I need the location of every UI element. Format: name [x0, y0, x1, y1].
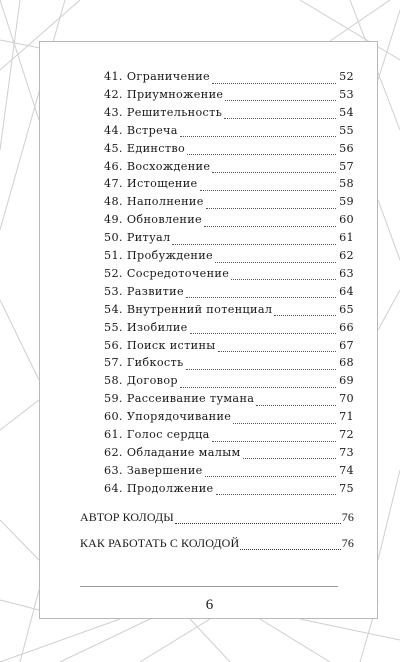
toc-entry-number: 57. [104, 356, 123, 370]
toc-entry[interactable] [104, 446, 354, 464]
dot-leader [180, 136, 336, 137]
toc-section-entry[interactable] [80, 510, 354, 528]
dot-leader [216, 494, 336, 495]
dot-leader [274, 315, 336, 316]
toc-entry-page: 52 [339, 70, 354, 83]
toc-entry-page: 58 [339, 177, 354, 191]
toc-section-entry[interactable] [80, 536, 354, 554]
dot-leader [225, 100, 336, 101]
toc-entry-page: 59 [339, 195, 354, 209]
toc-entry[interactable] [104, 267, 354, 285]
toc-entry[interactable] [104, 160, 354, 178]
dot-leader [256, 405, 336, 406]
toc-entry-number: 43. [104, 105, 123, 119]
toc-entry[interactable] [104, 321, 354, 339]
dot-leader [215, 262, 336, 263]
toc-entry-title: Встреча [126, 123, 178, 137]
dot-leader [224, 118, 336, 119]
toc-entry-page: 69 [339, 374, 354, 388]
toc-entry-title: Ритуал [126, 231, 171, 245]
toc-entry-title: Восхождение [126, 159, 211, 173]
toc-entry-title: Решительность [126, 105, 223, 119]
toc-entry-page: 75 [339, 481, 354, 495]
toc-entry-page: 67 [339, 338, 354, 352]
toc-entry[interactable] [104, 410, 354, 428]
toc-entry-title: Ограничение [126, 70, 211, 83]
toc-entry-number: 45. [104, 141, 123, 155]
toc-entry-number: 63. [104, 463, 123, 477]
dot-leader [205, 476, 336, 477]
toc-section-title: АВТОР КОЛОДЫ [80, 510, 174, 524]
dot-leader [204, 226, 336, 227]
toc-entry-page: 57 [339, 159, 354, 173]
toc-entry-title: Наполнение [126, 195, 204, 209]
toc-entry-title: Истощение [126, 177, 198, 191]
dot-leader [240, 549, 341, 550]
toc-section-page: 76 [341, 510, 354, 524]
toc-entry-title: Продолжение [126, 481, 214, 495]
toc-entry-title: Единство [126, 141, 186, 155]
toc-entry-title: Рассеивание тумана [126, 392, 255, 406]
toc-entry-page: 73 [339, 445, 354, 459]
dot-leader [187, 154, 336, 155]
toc-entry[interactable] [104, 231, 354, 249]
toc-entry-title: Гибкость [126, 356, 184, 370]
toc-entry-number: 44. [104, 123, 123, 137]
toc-entry-number: 46. [104, 159, 123, 173]
toc-entry-page: 64 [339, 284, 354, 298]
toc-entry-number: 53. [104, 284, 123, 298]
toc-entry-page: 70 [339, 392, 354, 406]
dot-leader [212, 83, 336, 84]
dot-leader [206, 208, 336, 209]
toc-entry[interactable] [104, 213, 354, 231]
toc-entry-title: Обладание малым [126, 445, 241, 459]
toc-entry-number: 62. [104, 445, 123, 459]
toc-entry-title: Изобилие [126, 320, 188, 334]
toc-entry-page: 68 [339, 356, 354, 370]
toc-entry[interactable] [104, 124, 354, 142]
toc-entry-number: 59. [104, 392, 123, 406]
toc-entry-page: 71 [339, 410, 354, 424]
toc-entry-title: Внутренний потенциал [126, 302, 273, 316]
toc-entry-number: 47. [104, 177, 123, 191]
toc-entry[interactable] [104, 88, 354, 106]
dot-leader [175, 523, 341, 524]
dot-leader [233, 423, 336, 424]
dot-leader [172, 244, 336, 245]
dot-leader [243, 458, 336, 459]
toc-entry[interactable] [104, 70, 354, 88]
toc-entry-number: 60. [104, 410, 123, 424]
toc-entry-number: 49. [104, 213, 123, 227]
toc-entry-title: Развитие [126, 284, 184, 298]
toc-entry[interactable] [104, 482, 354, 500]
toc-entry-page: 54 [339, 105, 354, 119]
toc-entry-page: 66 [339, 320, 354, 334]
dot-leader [231, 279, 336, 280]
toc-entry-number: 42. [104, 87, 123, 101]
toc-entry-page: 61 [339, 231, 354, 245]
toc-entry-number: 50. [104, 231, 123, 245]
toc-entry[interactable] [104, 339, 354, 357]
toc-entry-title: Голос сердца [126, 428, 210, 441]
toc-entry-page: 63 [339, 266, 354, 280]
toc-entry-page: 62 [339, 249, 354, 262]
toc-entry-number: 61. [104, 428, 123, 441]
toc-entry[interactable] [104, 177, 354, 195]
book-page [39, 41, 378, 619]
toc-entry-number: 58. [104, 374, 123, 388]
toc-entry-page: 53 [339, 87, 354, 101]
toc-entry[interactable] [104, 464, 354, 482]
toc-entry-number: 52. [104, 266, 123, 280]
dot-leader [180, 387, 336, 388]
dot-leader [200, 190, 337, 191]
toc-entry-title: Завершение [126, 463, 203, 477]
toc-entry-number: 41. [104, 70, 123, 83]
toc-entry[interactable] [104, 392, 354, 410]
toc-entry-title: Договор [126, 374, 178, 388]
page-number: 6 [205, 597, 214, 613]
toc-entry-title: Поиск истины [126, 338, 216, 352]
toc-entry-page: 60 [339, 213, 354, 227]
footer-rule [80, 586, 338, 587]
toc-entry-page: 74 [339, 463, 354, 477]
toc-entry-number: 54. [104, 302, 123, 316]
toc-entry[interactable] [104, 303, 354, 321]
dot-leader [212, 441, 336, 442]
toc-entry-title: Упорядочивание [126, 410, 232, 424]
toc-entry-page: 55 [339, 123, 354, 137]
toc-entry[interactable] [104, 106, 354, 124]
toc-entry-title: Пробуждение [126, 249, 213, 262]
dot-leader [186, 369, 336, 370]
toc-entry[interactable] [104, 374, 354, 392]
toc-entry-title: Приумножение [126, 87, 224, 101]
toc-entry[interactable] [104, 249, 354, 267]
dot-leader [212, 172, 336, 173]
toc-section-page: 76 [341, 536, 354, 550]
toc-entry-page: 65 [339, 302, 354, 316]
toc-section-title: КАК РАБОТАТЬ С КОЛОДОЙ [80, 536, 240, 550]
toc-entry-title: Сосредоточение [126, 266, 230, 280]
toc-entry-number: 48. [104, 195, 123, 209]
toc-entry[interactable] [104, 356, 354, 374]
toc-entry-page: 56 [339, 141, 354, 155]
toc-entry-number: 55. [104, 320, 123, 334]
dot-leader [218, 351, 336, 352]
toc-entry-number: 56. [104, 338, 123, 352]
dot-leader [190, 333, 336, 334]
toc-entry-title: Обновление [126, 213, 203, 227]
toc-entry-number: 51. [104, 249, 123, 262]
toc-entry-page: 72 [339, 428, 354, 441]
toc-entry[interactable] [104, 285, 354, 303]
dot-leader [186, 297, 336, 298]
toc-entry[interactable] [104, 428, 354, 446]
toc-entry[interactable] [104, 195, 354, 213]
toc-entry[interactable] [104, 142, 354, 160]
toc-entry-number: 64. [104, 481, 123, 495]
